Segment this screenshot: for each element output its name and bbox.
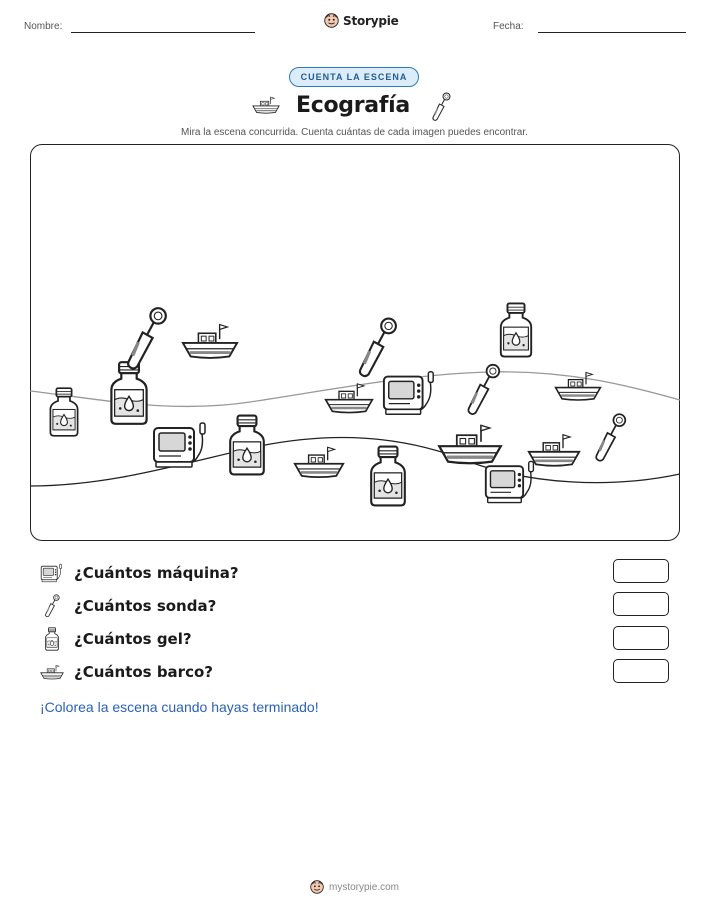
- answer-box-probe[interactable]: [613, 592, 669, 616]
- date-line[interactable]: [538, 32, 686, 33]
- storypie-logo-icon: [310, 880, 324, 894]
- ultrasound-machine: [383, 371, 432, 414]
- footer: [0, 880, 709, 894]
- boat: [294, 447, 343, 477]
- question-row-machine: [40, 560, 239, 586]
- activity-badge: CUENTA LA ESCENA: [289, 67, 419, 87]
- question-row-probe: [40, 593, 216, 619]
- question-text: ¿Cuántos gel?: [74, 630, 192, 648]
- counting-scene: [30, 144, 680, 541]
- answer-box-boat[interactable]: [613, 659, 669, 683]
- name-line[interactable]: [71, 32, 255, 33]
- ultrasound-machine: [485, 461, 533, 502]
- gel-bottle-icon: [40, 627, 64, 651]
- footer-url[interactable]: mystorypie.com: [328, 881, 399, 893]
- storypie-logo-icon: [324, 13, 339, 28]
- page-title: Ecografía: [296, 93, 410, 118]
- scene-illustration: [30, 144, 680, 541]
- probe: [128, 308, 166, 368]
- brand-logo: [324, 13, 399, 28]
- probe: [359, 318, 395, 376]
- boat-icon: [40, 661, 64, 683]
- boat-icon: [252, 94, 280, 116]
- brand-name: Storypie: [343, 13, 399, 28]
- answer-box-gel[interactable]: [613, 626, 669, 650]
- probe-icon: [40, 594, 64, 618]
- ultrasound-machine-icon: [40, 562, 64, 584]
- coloring-note: ¡Colorea la escena cuando hayas terminado!: [40, 699, 319, 715]
- answer-box-machine[interactable]: [613, 559, 669, 583]
- probe-icon: [430, 92, 452, 122]
- boat: [439, 425, 501, 463]
- boat: [325, 383, 372, 412]
- gel-bottle: [50, 388, 77, 436]
- question-text: ¿Cuántos máquina?: [74, 564, 239, 582]
- question-text: ¿Cuántos barco?: [74, 663, 213, 681]
- question-text: ¿Cuántos sonda?: [74, 597, 217, 615]
- gel-bottle: [230, 415, 264, 474]
- gel-bottle: [111, 362, 146, 424]
- gel-bottle: [371, 446, 405, 505]
- question-row-gel: [40, 626, 192, 652]
- probe: [596, 414, 625, 461]
- boat: [528, 434, 578, 465]
- date-label: Fecha:: [493, 21, 524, 32]
- question-row-boat: [40, 659, 213, 685]
- gel-bottle: [500, 303, 530, 356]
- boat: [182, 324, 236, 357]
- name-label: Nombre:: [24, 21, 63, 32]
- instructions: Mira la escena concurrida. Cuenta cuántas de cada imagen puedes encontrar.: [181, 127, 528, 138]
